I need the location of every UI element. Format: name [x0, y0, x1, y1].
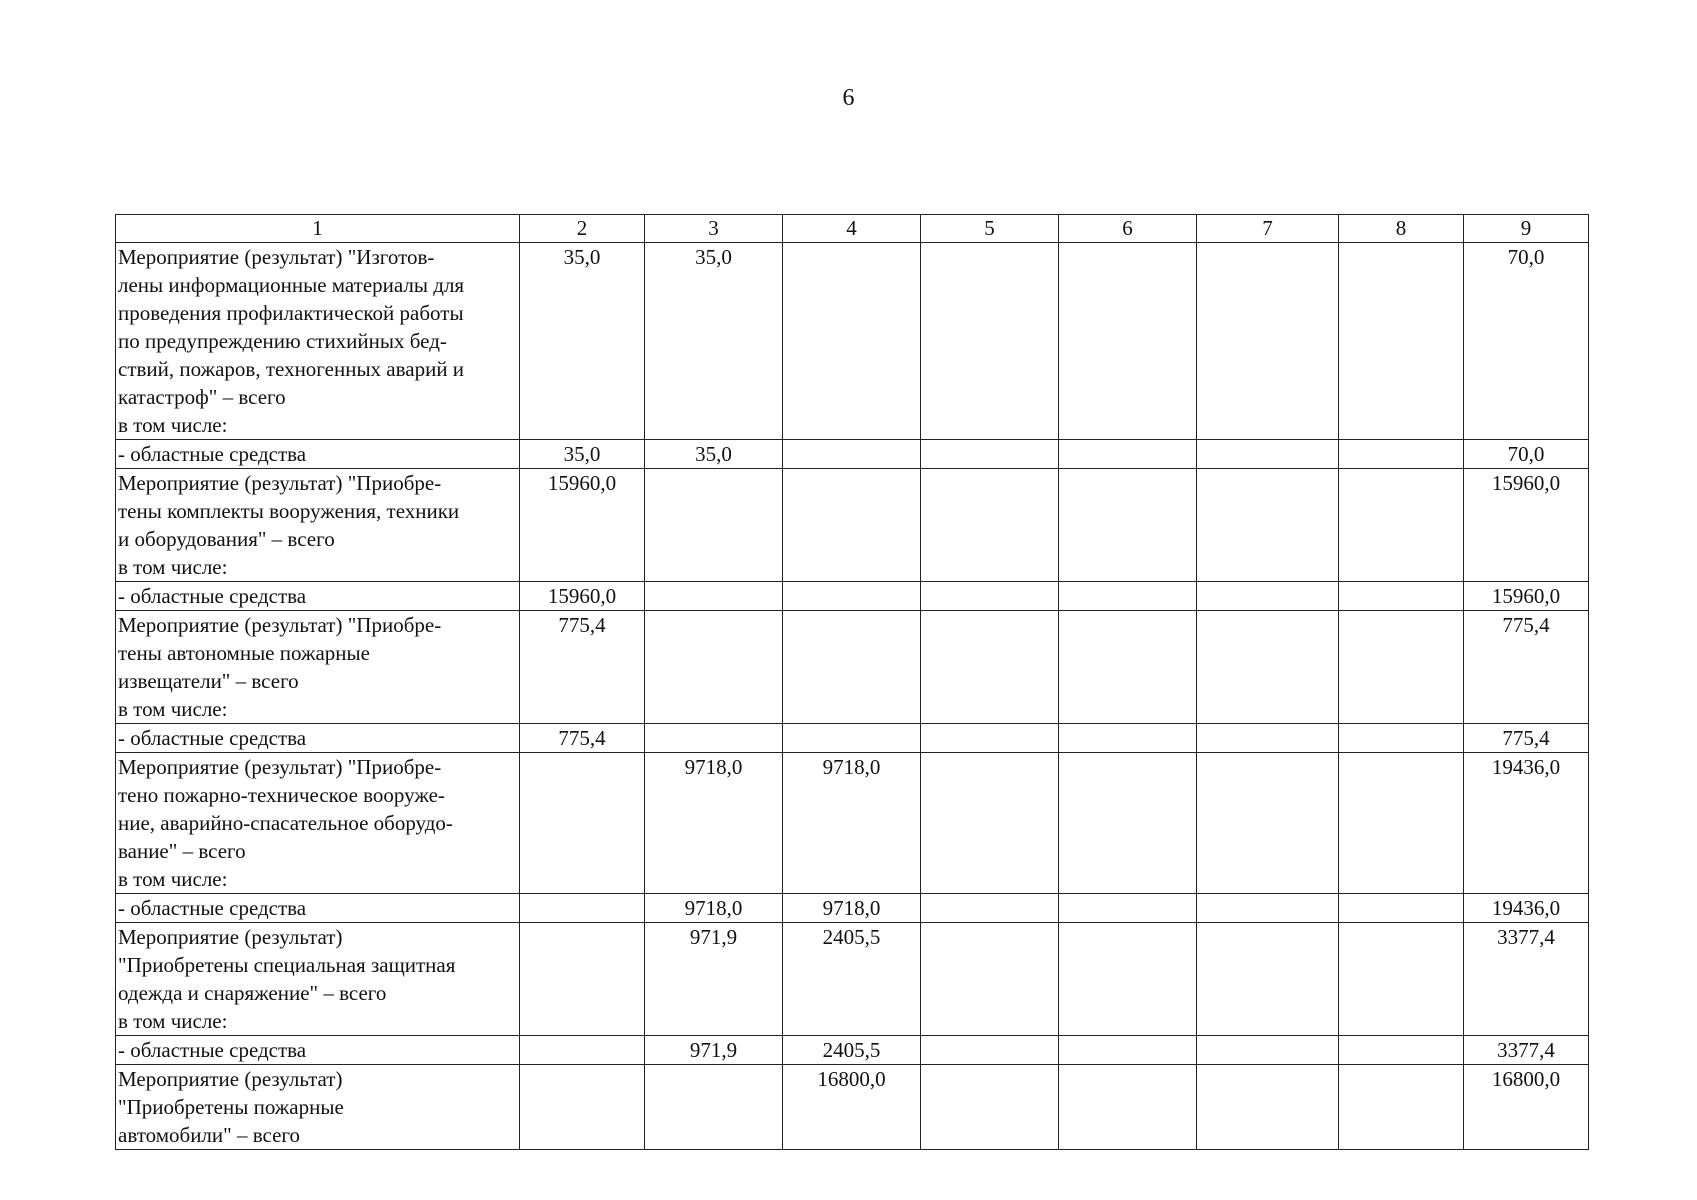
column-header-1: 1	[116, 215, 520, 243]
value-cell-col-8	[1339, 923, 1464, 1036]
column-header-8: 8	[1339, 215, 1464, 243]
value-cell-col-5	[921, 753, 1059, 894]
table-row	[116, 611, 1589, 724]
value-cell-col-2	[520, 1065, 645, 1150]
value-cell-col-5	[921, 724, 1059, 753]
row-label	[116, 440, 520, 469]
row-label-line: извещатели" – всего	[118, 669, 299, 693]
row-label	[116, 724, 520, 753]
row-label-line: "Приобретены специальная защитная	[118, 953, 456, 977]
value-cell-col-8	[1339, 724, 1464, 753]
table-row	[116, 1036, 1589, 1065]
row-label-line: тены автономные пожарные	[118, 641, 370, 665]
value-cell-col-8	[1339, 894, 1464, 923]
value-cell-col-2	[520, 894, 645, 923]
column-header-6: 6	[1059, 215, 1197, 243]
row-label	[116, 753, 520, 894]
row-label-line: в том числе:	[118, 1009, 228, 1033]
row-label	[116, 469, 520, 582]
value-cell-col-5	[921, 894, 1059, 923]
value-cell-col-9: 70,0	[1464, 440, 1589, 469]
value-cell-col-6	[1059, 611, 1197, 724]
column-header-3: 3	[645, 215, 783, 243]
value-cell-col-2	[520, 1036, 645, 1065]
row-label-line: - областные средства	[118, 442, 307, 466]
row-label-line: Мероприятие (результат)	[118, 1067, 343, 1091]
row-label-line: - областные средства	[118, 726, 307, 750]
value-cell-col-8	[1339, 243, 1464, 440]
value-cell-col-9: 19436,0	[1464, 894, 1589, 923]
table-row	[116, 894, 1589, 923]
row-label-line: Мероприятие (результат)	[118, 925, 343, 949]
value-cell-col-2: 35,0	[520, 243, 645, 440]
value-cell-col-5	[921, 243, 1059, 440]
value-cell-col-2: 775,4	[520, 611, 645, 724]
value-cell-col-3: 971,9	[645, 1036, 783, 1065]
table-row	[116, 582, 1589, 611]
value-cell-col-3	[645, 582, 783, 611]
value-cell-col-6	[1059, 724, 1197, 753]
row-label-line: вание" – всего	[118, 839, 246, 863]
value-cell-col-2	[520, 923, 645, 1036]
row-label	[116, 611, 520, 724]
column-header-4: 4	[783, 215, 921, 243]
value-cell-col-2: 15960,0	[520, 582, 645, 611]
value-cell-col-7	[1197, 894, 1339, 923]
value-cell-col-3	[645, 724, 783, 753]
value-cell-col-4: 9718,0	[783, 753, 921, 894]
column-header-7: 7	[1197, 215, 1339, 243]
value-cell-col-5	[921, 1036, 1059, 1065]
value-cell-col-2: 775,4	[520, 724, 645, 753]
value-cell-col-5	[921, 469, 1059, 582]
row-label-line: - областные средства	[118, 896, 307, 920]
row-label-line: Мероприятие (результат) "Изготов-	[118, 245, 435, 269]
value-cell-col-4	[783, 440, 921, 469]
value-cell-col-5	[921, 923, 1059, 1036]
value-cell-col-4: 9718,0	[783, 894, 921, 923]
value-cell-col-7	[1197, 753, 1339, 894]
value-cell-col-5	[921, 1065, 1059, 1150]
value-cell-col-8	[1339, 582, 1464, 611]
row-label-line: Мероприятие (результат) "Приобре-	[118, 755, 442, 779]
value-cell-col-3	[645, 611, 783, 724]
row-label-line: тено пожарно-техническое вооруже-	[118, 783, 445, 807]
value-cell-col-4: 16800,0	[783, 1065, 921, 1150]
value-cell-col-8	[1339, 753, 1464, 894]
value-cell-col-9: 3377,4	[1464, 923, 1589, 1036]
value-cell-col-8	[1339, 1065, 1464, 1150]
value-cell-col-9: 70,0	[1464, 243, 1589, 440]
value-cell-col-3: 9718,0	[645, 894, 783, 923]
header-row	[116, 215, 1589, 243]
row-label	[116, 243, 520, 440]
row-label-line: тены комплекты вооружения, техники	[118, 499, 460, 523]
row-label	[116, 894, 520, 923]
table-row	[116, 923, 1589, 1036]
value-cell-col-7	[1197, 582, 1339, 611]
value-cell-col-4	[783, 724, 921, 753]
value-cell-col-7	[1197, 469, 1339, 582]
value-cell-col-2: 35,0	[520, 440, 645, 469]
value-cell-col-3: 971,9	[645, 923, 783, 1036]
value-cell-col-7	[1197, 923, 1339, 1036]
row-label	[116, 1065, 520, 1150]
value-cell-col-5	[921, 440, 1059, 469]
row-label-line: Мероприятие (результат) "Приобре-	[118, 471, 442, 495]
value-cell-col-4: 2405,5	[783, 1036, 921, 1065]
value-cell-col-9: 775,4	[1464, 611, 1589, 724]
row-label-line: по предупреждению стихийных бед-	[118, 329, 447, 353]
value-cell-col-9: 15960,0	[1464, 469, 1589, 582]
value-cell-col-9: 16800,0	[1464, 1065, 1589, 1150]
table-body	[116, 243, 1589, 1150]
value-cell-col-5	[921, 582, 1059, 611]
row-label	[116, 923, 520, 1036]
value-cell-col-6	[1059, 1036, 1197, 1065]
table-row	[116, 440, 1589, 469]
value-cell-col-3: 9718,0	[645, 753, 783, 894]
page-number: 6	[842, 85, 855, 111]
value-cell-col-8	[1339, 440, 1464, 469]
value-cell-col-9: 3377,4	[1464, 1036, 1589, 1065]
budget-table	[115, 214, 1589, 1150]
row-label-line: в том числе:	[118, 867, 228, 891]
row-label-line: и оборудования" – всего	[118, 527, 335, 551]
row-label-line: ствий, пожаров, техногенных аварий и	[118, 357, 465, 381]
value-cell-col-6	[1059, 894, 1197, 923]
value-cell-col-7	[1197, 440, 1339, 469]
value-cell-col-8	[1339, 469, 1464, 582]
table-row	[116, 724, 1589, 753]
value-cell-col-6	[1059, 440, 1197, 469]
value-cell-col-6	[1059, 582, 1197, 611]
row-label	[116, 1036, 520, 1065]
row-label-line: в том числе:	[118, 555, 228, 579]
value-cell-col-2: 15960,0	[520, 469, 645, 582]
value-cell-col-2	[520, 753, 645, 894]
value-cell-col-9: 775,4	[1464, 724, 1589, 753]
value-cell-col-6	[1059, 1065, 1197, 1150]
row-label-line: - областные средства	[118, 1038, 307, 1062]
table-row	[116, 243, 1589, 440]
value-cell-col-6	[1059, 243, 1197, 440]
column-header-9: 9	[1464, 215, 1589, 243]
value-cell-col-4	[783, 611, 921, 724]
row-label-line: катастроф" – всего	[118, 385, 286, 409]
value-cell-col-7	[1197, 1036, 1339, 1065]
value-cell-col-6	[1059, 753, 1197, 894]
value-cell-col-3: 35,0	[645, 440, 783, 469]
row-label-line: в том числе:	[118, 413, 228, 437]
row-label-line: Мероприятие (результат) "Приобре-	[118, 613, 442, 637]
column-header-2: 2	[520, 215, 645, 243]
value-cell-col-7	[1197, 611, 1339, 724]
value-cell-col-5	[921, 611, 1059, 724]
value-cell-col-3	[645, 1065, 783, 1150]
table-row	[116, 1065, 1589, 1150]
row-label	[116, 582, 520, 611]
row-label-line: ние, аварийно-спасательное оборудо-	[118, 811, 453, 835]
row-label-line: - областные средства	[118, 584, 307, 608]
value-cell-col-4	[783, 582, 921, 611]
row-label-line: проведения профилактической работы	[118, 301, 464, 325]
row-label-line: одежда и снаряжение" – всего	[118, 981, 387, 1005]
value-cell-col-4	[783, 243, 921, 440]
value-cell-col-6	[1059, 469, 1197, 582]
row-label-line: "Приобретены пожарные	[118, 1095, 344, 1119]
table-row	[116, 753, 1589, 894]
value-cell-col-8	[1339, 611, 1464, 724]
value-cell-col-6	[1059, 923, 1197, 1036]
row-label-line: в том числе:	[118, 697, 228, 721]
value-cell-col-9: 19436,0	[1464, 753, 1589, 894]
value-cell-col-3	[645, 469, 783, 582]
value-cell-col-3: 35,0	[645, 243, 783, 440]
value-cell-col-7	[1197, 243, 1339, 440]
value-cell-col-9: 15960,0	[1464, 582, 1589, 611]
value-cell-col-8	[1339, 1036, 1464, 1065]
value-cell-col-7	[1197, 724, 1339, 753]
table-row	[116, 469, 1589, 582]
row-label-line: лены информационные материалы для	[118, 273, 465, 297]
row-label-line: автомобили" – всего	[118, 1123, 300, 1147]
column-header-5: 5	[921, 215, 1059, 243]
value-cell-col-4: 2405,5	[783, 923, 921, 1036]
value-cell-col-7	[1197, 1065, 1339, 1150]
value-cell-col-4	[783, 469, 921, 582]
